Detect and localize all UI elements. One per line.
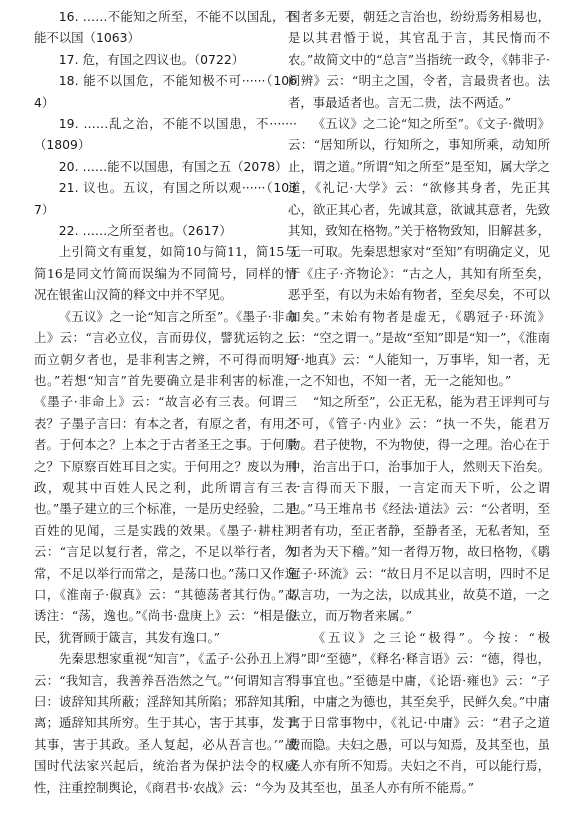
- body-paragraph-continued: 国者多无要，朝廷之言治也，纷纷焉务相易也，是以其君惛于说，其官乱于言，其民惰而不农。”故简文中的“总言”当指统一政令，《韩非子·问辨》云：“明主之国，令者，言最贵者也。法者，事最适者也。言无二贵，法不两适。”: [288, 9, 550, 110]
- bamboo-slip: 17. 危，有国之四议也。（0722）: [58, 51, 245, 67]
- bamboo-slip: 18. 能不以国危，不能知极不可······（1064）: [34, 73, 297, 110]
- bamboo-slip: 20. ……能不以国患，有国之五（2078）: [58, 158, 288, 174]
- bamboo-slip: 19. ……乱之治，不能不以国患，不·······（1809）: [34, 116, 297, 153]
- right-column: [288, 6, 550, 798]
- body-paragraph: 上引简文有重复，如简10与简11，简15与简16是同文竹简而误编为不同简号，同样的情况在银雀山汉简的释文中并不罕见。: [34, 244, 297, 303]
- bamboo-slip: 22. ……之所至者也。（2617）: [58, 223, 232, 239]
- body-paragraph: 《五议》之二论“知之所至”。《文子·微明》云：“居知所以，行知所之，事知所乘，动知所止，谓之道。”所谓“知之所至”是至知，属大学之道，《礼记·大学》云：“欲修其身者，先正其心，欲正其心者，先诚其意，欲诚其意者，先致其知，致知在格物。”关于格物致知，旧解甚多，无一可取。先秦思想家对“至知”有明确定义，见于《庄子·齐物论》：“古之人，其知有所至矣，恶乎至，有以为未始有物者，至矣尽矣，不可以加矣。”未始有物者是虚无，《鹖冠子·环流》云：“空之谓一。”是故“至知”即是“知一”，《淮南子·地真》云：“人能知一，万事毕，知一者，无一之不知也，不知一者，无一之能知也。”: [288, 116, 550, 388]
- bamboo-slip: 21. 议也。五议，有国之所以观······（1037）: [34, 180, 297, 217]
- body-paragraph: 《五议》之三论“极得”。今按：“极得”即“至德”，《释名·释言语》云：“德，得也，得事宜也。”至德是中庸，《论语·雍也》云：“子曰，中庸之为德也，其至矣乎，民鲜久矣。”中庸寓于日常事物中，《礼记·中庸》云：“君子之道费而隐。夫妇之愚，可以与知焉，及其至也，虽圣人亦有所不知焉。夫妇之不肖，可以能行焉，及其至也，虽圣人亦有所不能焉。”: [288, 629, 550, 795]
- body-paragraph: 《五议》之一论“知言之所至”。《墨子·非命上》云：“言必立仪，言而毋仪，譬犹运钧之上而立朝夕者也，是非利害之辨，不可得而明知也。”若想“知言”首先要确立是非利害的标准，《墨子·非命上》云：“故言必有三表。何谓三表？子墨子言曰：有本之者，有原之者，有用之者。于何本之？上本之于古者圣王之事。于何原之？下原察百姓耳目之实。于何用之？废以为刑政，观其中百姓人民之利，此所谓言有三表也。”墨子建立的三个标准，一是历史经验，二是百姓的见闻，三是实践的效果。《墨子·耕柱》云：“言足以复行者，常之，不足以举行者，勿常，不足以举行而常之，是荡口也。”荡口又作逸口，《淮南子·俶真》云：“其德荡者其行伪。”高诱注：“荡，逸也。”《尚书·盘庚上》云：“相是俭民，犹胥顾于箴言，其发有逸口。”: [34, 308, 297, 645]
- body-paragraph: 先秦思想家重视“知言”，《孟子·公孙丑上》云：“我知言，我善养吾浩然之气。”‘何谓知言？曰：诐辞知其所蔽；淫辞知其所陷；邪辞知其所离；遁辞知其所穷。生于其心，害于其事，发于其事，害于其政。圣人复起，必从吾言也。’”战国时代法家兴起后，统治者为保护法令的权威性，注重控制舆论，《商君书·农战》云：“今为: [34, 651, 297, 795]
- bamboo-slip: 16. ……不能知之所至，不能不以国乱，不能不以国（1063）: [34, 9, 297, 46]
- body-paragraph: “知之所至”，公正无私，能为君王评判可与不可，《管子·内业》云：“执一不失，能君万物。君子使物，不为物使，得一之理。治心在于中，治言出于口，治事加于人，然则天下治矣。一言得而天下服，一言定而天下听，公之谓也。”马王堆帛书《经法·道法》云：“公者明，至明者有功，至正者静，至静者圣，无私者知，至知者为天下稽。”知一者得万物，故曰格物，《鹖冠子·环流》云：“故日月不足以言明，四时不足以言功，一为之法，以成其业，故莫不道，一之法立，而万物者来属。”: [288, 394, 550, 624]
- bamboo-slip-list: [34, 6, 297, 241]
- left-column: [34, 6, 297, 798]
